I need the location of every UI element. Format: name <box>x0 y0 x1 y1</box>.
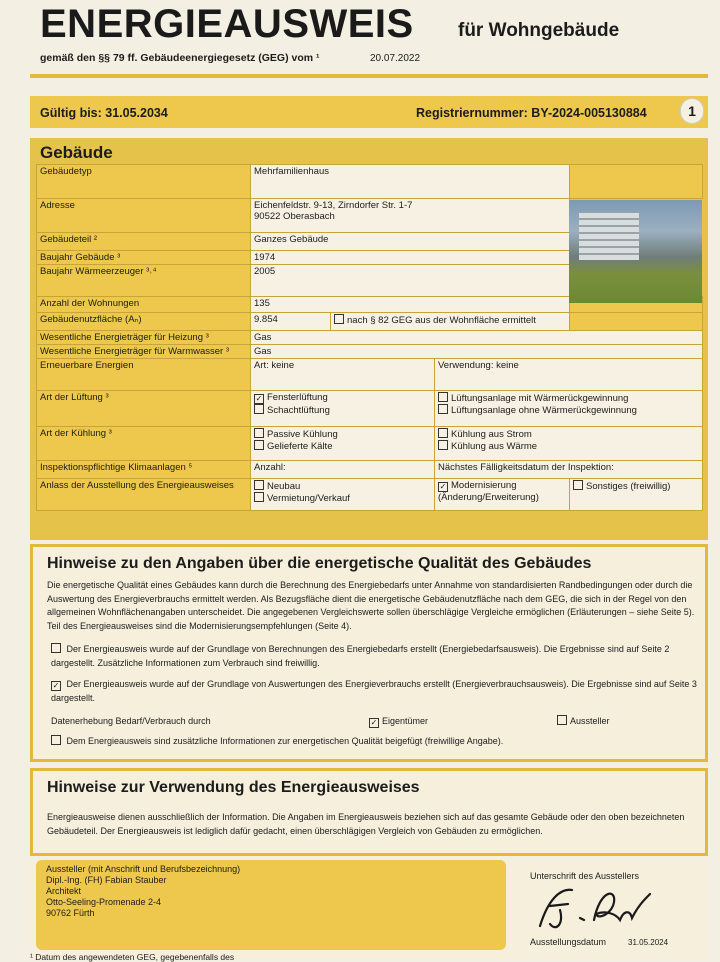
checkbox-checked-icon[interactable]: ✓ <box>370 718 378 727</box>
address-line-2: 90522 Oberasbach <box>254 211 335 222</box>
floor-area-option[interactable] <box>331 313 570 331</box>
checkbox-icon[interactable] <box>51 643 61 653</box>
checkbox-icon[interactable] <box>557 715 567 725</box>
building-type-label: Gebäudetyp <box>37 165 251 199</box>
checkbox-icon[interactable] <box>334 314 344 324</box>
floor-area-value: 9.854 <box>251 313 331 331</box>
checkbox-icon[interactable] <box>438 404 448 414</box>
hotwater-carrier-label: Wesentliche Energieträger für Warmwasser ³ <box>37 345 251 359</box>
data-collection-issuer[interactable]: Aussteller <box>557 715 610 729</box>
legal-basis: gemäß den §§ 79 ff. Gebäudeenergiegesetz (GEG) vom ¹ <box>40 52 320 64</box>
heating-carrier-value: Gas <box>251 331 703 345</box>
apartments-value: 135 <box>251 297 570 313</box>
issuer-street: Otto-Seeling-Promenade 2-4 <box>46 897 162 907</box>
ventilation-option-shaft[interactable]: Schachtlüftung <box>254 404 431 416</box>
construction-year-value: 1974 <box>251 251 570 265</box>
quality-notes-paragraph: Die energetische Qualität eines Gebäudes kann durch die Berechnung des Energiebedarfs unter Annahme von standardisierten Randbedingungen oder durch die Auswertung des Energieverbrauchs ermittelt werden. Als Bezugsfläche dient die energetische Gebäudenutzfläche nach dem GEG, die sich in der Regel von den allgemeinen Wohnflächenangaben unterscheidet. Die angegebenen Vergleichswerte sollen überschlägige Vergleiche ermöglichen (Erläuterungen – siehe Seite 5). Teil des Energieausweises sind die Modernisierungsempfehlungen (Seite 4). <box>47 580 695 631</box>
issuer-city: 90762 Fürth <box>46 908 95 918</box>
issue-date-value: 31.05.2024 <box>628 938 669 947</box>
issuer-label: Aussteller (mit Anschrift und Berufsbezeichnung) <box>46 864 241 874</box>
ac-count: Anzahl: <box>251 461 435 479</box>
floor-area-option-label: nach § 82 GEG aus der Wohnfläche ermittelt <box>347 315 536 326</box>
page-number-badge: 1 <box>680 98 704 124</box>
address-line-1: Eichenfeldstr. 9-13, Zirndorfer Str. 1-7 <box>254 200 413 211</box>
construction-year-label: Baujahr Gebäude ³ <box>37 251 251 265</box>
ventilation-option-window[interactable]: ✓ Fensterlüftung <box>255 392 328 403</box>
issue-reason-label: Anlass der Ausstellung des Energieausweises <box>37 479 251 511</box>
ac-next-inspection: Nächstes Fälligkeitsdatum der Inspektion: <box>435 461 703 479</box>
building-part-value: Ganzes Gebäude <box>251 233 570 251</box>
checkbox-icon[interactable] <box>573 480 583 490</box>
data-collection-owner[interactable]: ✓ Eigentümer <box>370 716 429 727</box>
usage-notes-paragraph: Energieausweise dienen ausschließlich der Information. Die Angaben im Energieausweis beziehen sich auf das gesamte Gebäude oder den oben bezeichneten Gebäudeteil. Der Energieausweis ist lediglich dafür gedacht, einen überschlägigen Vergleich von Gebäuden zu ermöglichen. <box>47 812 685 836</box>
building-type-value: Mehrfamilienhaus <box>251 165 570 199</box>
checkbox-icon[interactable] <box>438 428 448 438</box>
cooling-label: Art der Kühlung ³ <box>37 427 251 461</box>
checkbox-checked-icon[interactable]: ✓ <box>52 681 60 690</box>
valid-until: Gültig bis: 31.05.2034 <box>40 106 168 120</box>
building-photo <box>569 200 702 303</box>
quality-notes-section <box>30 544 708 762</box>
option-demand-based[interactable]: Der Energieausweis wurde auf der Grundlage von Berechnungen des Energiebedarfs erstellt (Energiebedarfsausweis). Die Ergebnisse sind auf Seite 2 dargestellt. Zusätzliche Informationen zum Verbrauch sind freiwillig. <box>51 644 670 668</box>
reason-option-other[interactable]: Sonstiges (freiwillig) <box>570 479 703 511</box>
legal-basis-date: 20.07.2022 <box>370 53 421 64</box>
ventilation-option-without-recovery[interactable]: Lüftungsanlage ohne Wärmerückgewinnung <box>438 404 699 416</box>
issuer-name: Dipl.-Ing. (FH) Fabian Stauber <box>46 875 167 885</box>
heat-generator-year-label: Baujahr Wärmeerzeuger ³˒⁴ <box>37 265 251 297</box>
ventilation-label: Art der Lüftung ³ <box>37 391 251 427</box>
heat-generator-year-value: 2005 <box>251 265 570 297</box>
checkbox-checked-icon[interactable]: ✓ <box>439 482 447 491</box>
cooling-option-heat[interactable]: Kühlung aus Wärme <box>438 440 699 452</box>
checkbox-icon[interactable] <box>254 492 264 502</box>
reason-option-rent-sale[interactable]: Vermietung/Verkauf <box>254 492 431 504</box>
usage-notes-section <box>30 768 708 856</box>
data-collection-label: Datenerhebung Bedarf/Verbrauch durch <box>51 716 211 726</box>
checkbox-icon[interactable] <box>254 428 264 438</box>
issuer-title: Architekt <box>46 886 82 896</box>
issue-date-label: Ausstellungsdatum <box>530 937 607 947</box>
reason-option-modernisation[interactable]: ✓ Modernisierung (Änderung/Erweiterung) <box>435 479 570 511</box>
building-photo-facade <box>579 212 639 260</box>
registration-number: Registriernummer: BY-2024-005130884 <box>416 106 647 120</box>
issuer-box <box>36 860 506 950</box>
checkbox-icon[interactable] <box>254 480 264 490</box>
reason-option-new-build[interactable]: Neubau <box>254 480 431 492</box>
ventilation-option-with-recovery[interactable]: Lüftungsanlage mit Wärmerückgewinnung <box>438 392 699 404</box>
address-label: Adresse <box>37 199 251 233</box>
checkbox-icon[interactable] <box>438 440 448 450</box>
apartments-label: Anzahl der Wohnungen <box>37 297 251 313</box>
option-consumption-based[interactable]: ✓ Der Energieausweis wurde auf der Grundlage von Auswertungen des Energieverbrauchs erstellt (Energieverbrauchsausweis). Die Ergebnisse sind auf Seite 3 dargestellt. <box>51 679 697 703</box>
heating-carrier-label: Wesentliche Energieträger für Heizung ³ <box>37 331 251 345</box>
checkbox-icon[interactable] <box>51 735 61 745</box>
renewables-label: Erneuerbare Energien <box>37 359 251 391</box>
checkbox-icon[interactable] <box>254 404 264 414</box>
header-divider <box>30 74 708 78</box>
document-title: ENERGIEAUSWEIS <box>40 2 414 46</box>
footnote: ¹ Datum des angewendeten GEG, gegebenenfalls des <box>30 952 235 962</box>
option-additional-info[interactable]: Dem Energieausweis sind zusätzliche Informationen zur energetischen Qualität beigefügt (freiwillige Angabe). <box>51 735 697 749</box>
document-subtitle: für Wohngebäude <box>458 20 620 41</box>
checkbox-checked-icon[interactable]: ✓ <box>255 394 263 403</box>
cooling-option-delivered[interactable]: Gelieferte Kälte <box>254 440 431 452</box>
building-part-label: Gebäudeteil ² <box>37 233 251 251</box>
cooling-option-electric[interactable]: Kühlung aus Strom <box>438 428 699 440</box>
renewables-type: Art: keine <box>251 359 435 391</box>
hotwater-carrier-value: Gas <box>251 345 703 359</box>
checkbox-icon[interactable] <box>438 392 448 402</box>
floor-area-label: Gebäudenutzfläche (Aₙ) <box>37 313 251 331</box>
renewables-use: Verwendung: keine <box>435 359 703 391</box>
checkbox-icon[interactable] <box>254 440 264 450</box>
usage-notes-heading: Hinweise zur Verwendung des Energieausweises <box>47 779 420 796</box>
quality-notes-heading: Hinweise zu den Angaben über die energetische Qualität des Gebäudes <box>47 555 592 572</box>
building-section-heading: Gebäude <box>40 143 113 162</box>
address-value <box>251 199 570 233</box>
signature-label: Unterschrift des Ausstellers <box>530 871 640 881</box>
signature-image <box>520 880 670 934</box>
ac-inspection-label: Inspektionspflichtige Klimaanlagen ⁵ <box>37 461 251 479</box>
cooling-option-passive[interactable]: Passive Kühlung <box>254 428 431 440</box>
